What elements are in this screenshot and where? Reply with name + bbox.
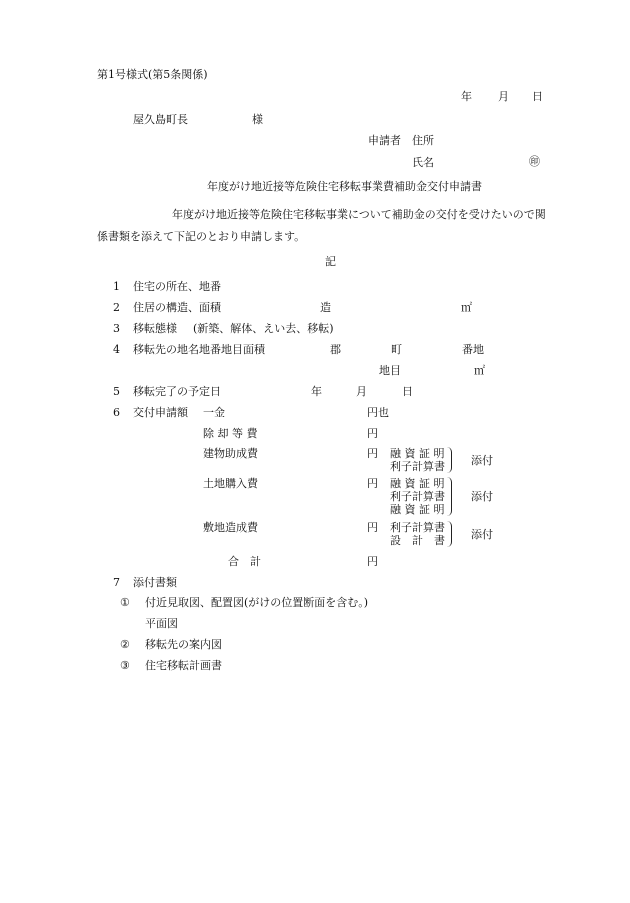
applicant-label: 申請者 bbox=[368, 134, 401, 147]
item-3-number: 3 bbox=[113, 322, 120, 335]
shikichi-yen: 円 bbox=[367, 521, 378, 534]
item-3-detail: (新築、解体、えい去、移転) bbox=[193, 322, 334, 335]
total-label: 合 計 bbox=[228, 555, 261, 568]
seal-mark: ㊞ bbox=[529, 155, 540, 168]
tochi-doc-3: 融 資 証 明 bbox=[390, 503, 445, 516]
tochi-label: 土地購入費 bbox=[203, 477, 258, 490]
shikichi-label: 敷地造成費 bbox=[203, 521, 258, 534]
addressee-name: 屋久島町長 bbox=[133, 113, 188, 126]
item-1-label: 住宅の所在、地番 bbox=[133, 280, 221, 293]
form-number: 第1号様式(第5条関係) bbox=[97, 68, 208, 81]
item-2-area-unit: ㎡ bbox=[461, 301, 472, 314]
tochi-attach: 添付 bbox=[471, 490, 493, 503]
tatemono-label: 建物助成費 bbox=[203, 447, 258, 460]
attachment-3-text: 住宅移転計画書 bbox=[145, 659, 222, 672]
attachment-2-mark: ② bbox=[120, 638, 130, 651]
tochi-doc-1: 融 資 証 明 bbox=[390, 477, 445, 490]
item-2-label: 住居の構造、面積 bbox=[133, 301, 221, 314]
item-2-structure: 造 bbox=[320, 301, 331, 314]
item-2-number: 2 bbox=[113, 301, 120, 314]
date-month-label: 月 bbox=[498, 90, 509, 103]
tatemono-doc-1: 融 資 証 明 bbox=[390, 447, 445, 460]
tatemono-attach: 添付 bbox=[471, 454, 493, 467]
attachment-1-text: 付近見取図、配置図(がけの位置断面を含む。) bbox=[145, 596, 369, 609]
item-4-chimoku: 地目 bbox=[379, 364, 401, 377]
tatemono-brace bbox=[447, 447, 452, 473]
item-7-number: 7 bbox=[113, 576, 120, 589]
item-4-gun: 郡 bbox=[330, 343, 341, 356]
jokyaku-label: 除 却 等 費 bbox=[203, 427, 258, 440]
shikichi-doc-2: 設 計 書 bbox=[390, 534, 445, 547]
item-4-number: 4 bbox=[113, 343, 120, 356]
item-5-year: 年 bbox=[311, 385, 322, 398]
tatemono-yen: 円 bbox=[367, 447, 378, 460]
item-6-enya: 円也 bbox=[367, 406, 389, 419]
document-title: 年度がけ地近接等危険住宅移転事業費補助金交付申請書 bbox=[207, 180, 482, 193]
item-5-day: 日 bbox=[402, 385, 413, 398]
item-7-label: 添付書類 bbox=[133, 576, 177, 589]
shikichi-doc-1: 利子計算書 bbox=[390, 521, 445, 534]
item-5-label: 移転完了の予定日 bbox=[133, 385, 221, 398]
item-4-machi: 町 bbox=[391, 343, 402, 356]
item-4-area-unit: ㎡ bbox=[474, 364, 485, 377]
date-year-label: 年 bbox=[461, 90, 472, 103]
addressee-honorific: 様 bbox=[252, 113, 263, 126]
shikichi-attach: 添付 bbox=[471, 528, 493, 541]
body-line-1: 年度がけ地近接等危険住宅移転事業について補助金の交付を受けたいので関 bbox=[172, 208, 546, 221]
item-1-number: 1 bbox=[113, 280, 120, 293]
name-label: 氏名 bbox=[412, 156, 434, 169]
item-4-label: 移転先の地名地番地目面積 bbox=[133, 343, 265, 356]
item-3-label: 移転態様 bbox=[133, 322, 177, 335]
item-6-number: 6 bbox=[113, 406, 120, 419]
attachment-1-continuation: 平面図 bbox=[145, 617, 178, 630]
tochi-brace bbox=[447, 477, 452, 516]
tochi-yen: 円 bbox=[367, 477, 378, 490]
item-6-label: 交付申請額 bbox=[133, 406, 188, 419]
body-line-2: 係書類を添えて下記のとおり申請します。 bbox=[97, 230, 306, 243]
item-5-number: 5 bbox=[113, 385, 120, 398]
date-day-label: 日 bbox=[532, 90, 543, 103]
ki-heading: 記 bbox=[325, 255, 336, 268]
attachment-2-text: 移転先の案内図 bbox=[145, 638, 222, 651]
address-label: 住所 bbox=[412, 134, 434, 147]
shikichi-brace bbox=[447, 521, 452, 547]
jokyaku-yen: 円 bbox=[367, 427, 378, 440]
tochi-doc-2: 利子計算書 bbox=[390, 490, 445, 503]
item-6-ikkin: 一金 bbox=[203, 406, 225, 419]
attachment-3-mark: ③ bbox=[120, 659, 130, 672]
item-5-month: 月 bbox=[356, 385, 367, 398]
item-4-banchi: 番地 bbox=[462, 343, 484, 356]
total-yen: 円 bbox=[367, 555, 378, 568]
tatemono-doc-2: 利子計算書 bbox=[390, 460, 445, 473]
attachment-1-mark: ① bbox=[120, 596, 130, 609]
